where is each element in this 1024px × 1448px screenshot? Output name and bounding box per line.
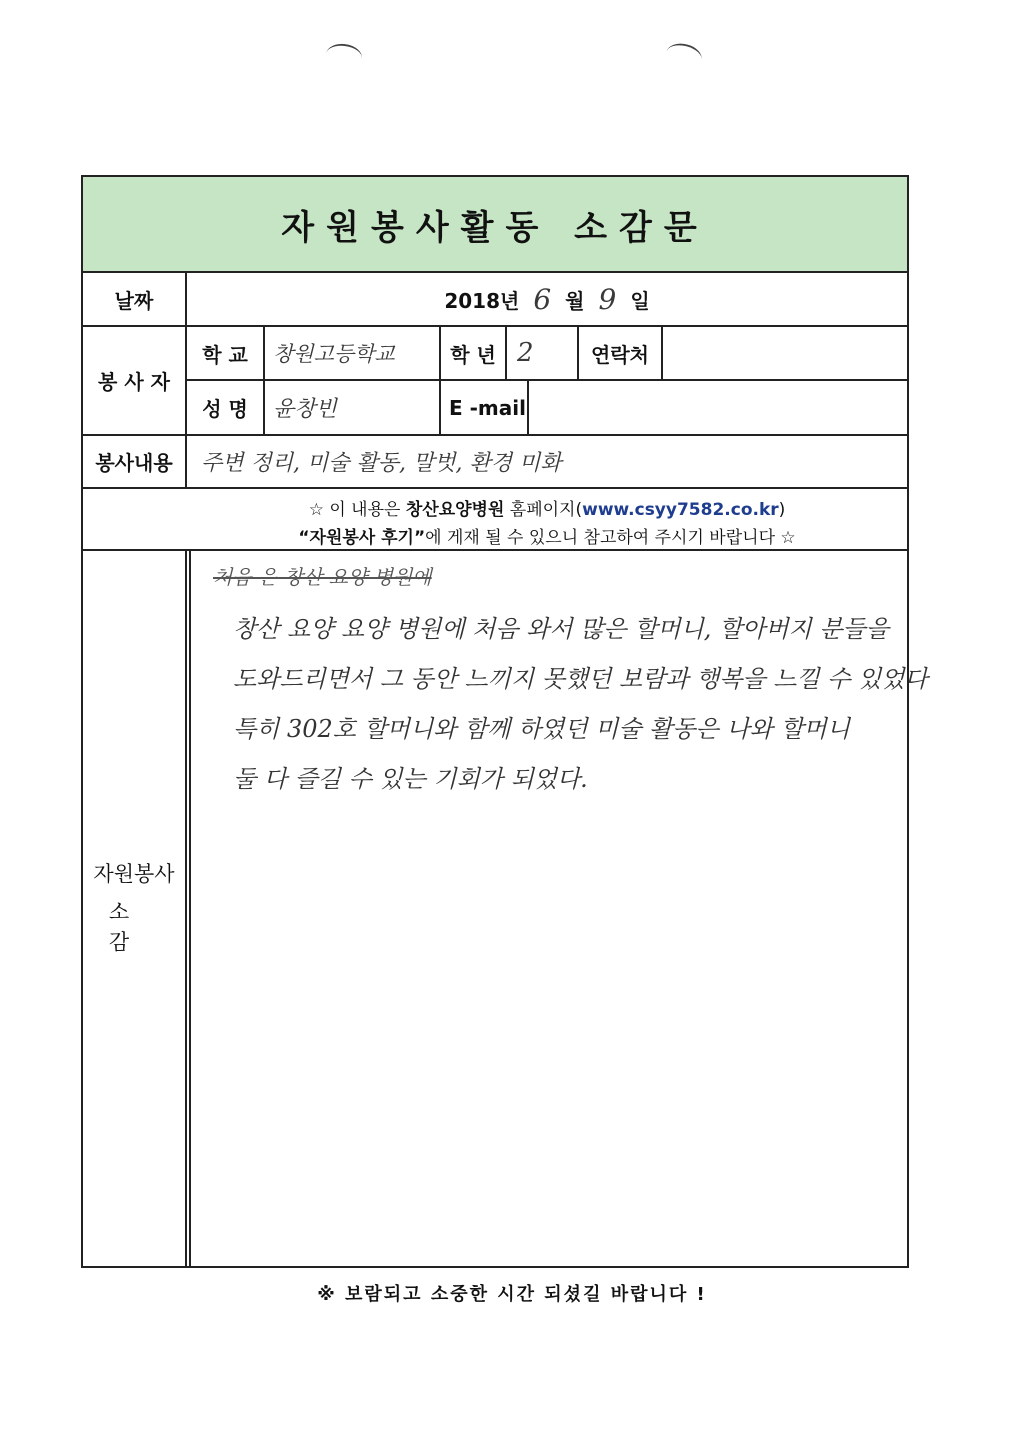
label-column-divider — [185, 549, 187, 1266]
notice-hospital-name: 창산요양병원 — [405, 500, 505, 520]
notice-suffix: ) — [778, 500, 786, 520]
date-day-value: 9 — [598, 282, 617, 316]
notice-rest: 에 게재 될 수 있으니 참고하여 주시기 바랍니다 ☆ — [425, 528, 796, 548]
row-divider — [83, 549, 907, 551]
name-label: 성 명 — [202, 397, 248, 421]
essay-line: 둘 다 즐길 수 있는 기회가 되었다. — [233, 765, 588, 793]
contact-value — [663, 327, 907, 379]
title-band — [83, 177, 907, 273]
grade-value: 2 — [517, 338, 534, 368]
date-month-unit: 월 — [565, 288, 585, 313]
volunteer-report-form — [81, 175, 928, 1268]
email-value — [529, 381, 907, 434]
date-label: 날짜 — [114, 288, 154, 313]
row-divider — [83, 487, 907, 489]
notice-review-quote: “자원봉사 후기” — [298, 528, 426, 548]
email-label: E -mail — [449, 395, 526, 420]
grade-label-divider — [505, 325, 507, 379]
notice-url-link[interactable]: www.csyy7582.co.kr — [582, 500, 779, 520]
notice-line-1 — [187, 495, 907, 520]
date-year: 2018년 — [444, 288, 520, 313]
notice-line-2 — [187, 523, 907, 548]
service-value: 주변 정리, 미술 활동, 말벗, 환경 미화 — [201, 451, 562, 476]
notice-middle: 홈페이지( — [504, 500, 583, 520]
school-label-divider — [263, 325, 265, 434]
struck-out-text: 처음 은 창산 요양 병원에 — [213, 565, 432, 589]
binder-hole-right-mark — [664, 40, 705, 72]
volunteer-label: 봉 사 자 — [98, 370, 170, 394]
impression-label-line-1: 자원봉사 — [93, 862, 175, 886]
date-day-unit: 일 — [630, 288, 650, 313]
grade-label: 학 년 — [450, 342, 496, 367]
impression-label — [83, 862, 185, 954]
school-value: 창원고등학교 — [273, 342, 395, 366]
name-value: 윤창빈 — [273, 397, 337, 422]
binder-hole-left-mark — [325, 42, 364, 71]
impression-label-line-2: 소 감 — [108, 900, 160, 954]
notice-prefix: ☆ 이 내용은 — [308, 500, 406, 520]
date-month-value: 6 — [533, 282, 552, 316]
impression-essay — [193, 561, 928, 804]
date-field — [187, 273, 907, 325]
school-label: 학 교 — [202, 342, 248, 367]
essay-line: 도와드리면서 그 동안 느끼지 못했던 보람과 행복을 느낄 수 있었다 — [233, 665, 928, 693]
contact-label: 연락처 — [591, 342, 649, 367]
footer-message: ※ 보람되고 소중한 시간 되셨길 바랍니다 ! — [317, 1284, 707, 1305]
essay-line: 창산 요양 요양 병원에 처음 와서 많은 할머니, 할아버지 분들을 — [233, 615, 889, 643]
form-title: 자원봉사활동 소감문 — [281, 207, 709, 248]
essay-line: 특히 302호 할머니와 함께 하였던 미술 활동은 나와 할머니 — [233, 715, 850, 743]
service-label: 봉사내용 — [95, 451, 173, 475]
label-column-divider-inner — [189, 549, 191, 1266]
